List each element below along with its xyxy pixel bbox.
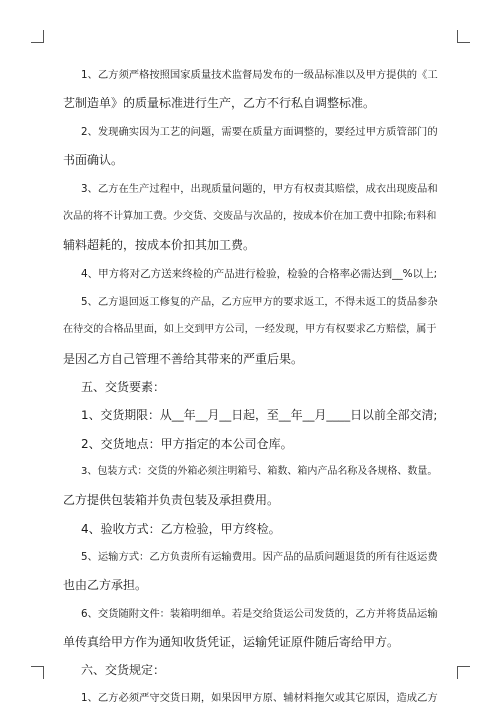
- text-line: 单传真给甲方作为通知收货凭证，运输凭证原件随后寄给甲方。: [63, 635, 400, 649]
- section-heading: 五、交货要素：: [81, 380, 166, 394]
- text-line: 1、乙方须严格按照国家质量技术监督局发布的一级品标准以及甲方提供的《工: [81, 69, 438, 81]
- text-line: 2、交货地点：甲方指定的本公司仓库。: [81, 437, 293, 451]
- text-line: 书面确认。: [63, 153, 124, 167]
- text-line: 4、验收方式：乙方检验，甲方终检。: [81, 522, 281, 536]
- crop-mark-bottom-left: [31, 666, 44, 679]
- text-line: 1、交货期限：从__年__月__日起，至__年__月____日以前全部交清;: [81, 408, 438, 422]
- text-line: 次品的将不计算加工费。少交货、交废品与次品的，按成本价在加工费中扣除;布料和: [63, 211, 437, 222]
- text-line: 在待交的合格品里面，如上交到甲方公司，一经发现，甲方有权要求乙方赔偿，属于: [63, 324, 437, 335]
- text-line: 4、甲方将对乙方送来终检的产品进行检验，检验的合格率必需达到__%以上;: [81, 268, 438, 280]
- text-line: 乙方提供包装箱并负责包装及承担费用。: [63, 493, 280, 507]
- crop-mark-top-right: [457, 30, 470, 43]
- text-line: 辅料超耗的，按成本价扣其加工费。: [63, 238, 256, 252]
- text-line: 3、乙方在生产过程中，出现质量问题的，甲方有权责其赔偿，成衣出现废品和: [81, 183, 438, 195]
- section-heading: 六、交货规定：: [81, 663, 166, 677]
- text-line: 艺制造单》的质量标准进行生产，乙方不行私自调整标准。: [63, 96, 376, 110]
- text-line: 2、发现确实因为工艺的问题，需要在质量方面调整的，要经过甲方质管部门的: [81, 126, 438, 138]
- text-line: 也由乙方承担。: [63, 578, 148, 592]
- text-line: 是因乙方自己管理不善给其带来的严重后果。: [63, 352, 304, 366]
- text-line: 3、包装方式：交货的外箱必须注明箱号、箱数、箱内产品名称及各规格、数量。: [81, 466, 438, 477]
- text-line: 5、运输方式：乙方负责所有运输费用。因产品的品质问题退货的所有往返运费: [81, 551, 438, 563]
- text-line: 6、交货随附文件：装箱明细单。若是交给货运公司发货的，乙方并将货品运输: [81, 608, 438, 620]
- text-line: 5、乙方退回返工修复的产品，乙方应甲方的要求返工，不得未返工的货品参杂: [81, 296, 438, 308]
- crop-mark-bottom-right: [457, 666, 470, 679]
- text-line: 1、乙方必须严守交货日期，如果因甲方原、辅材料拖欠或其它原因，造成乙方: [81, 692, 438, 704]
- crop-mark-top-left: [31, 30, 44, 43]
